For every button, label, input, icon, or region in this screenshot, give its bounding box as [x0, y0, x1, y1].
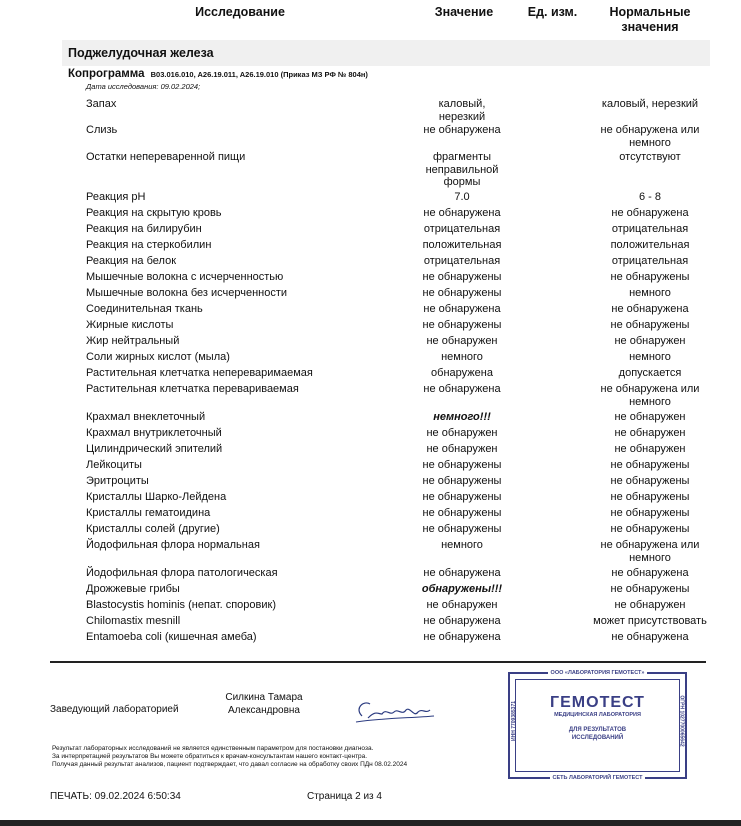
print-timestamp: ПЕЧАТЬ: 09.02.2024 6:50:34	[50, 791, 181, 802]
stamp-purpose	[510, 726, 685, 742]
row-value	[402, 491, 522, 504]
row-normal	[586, 98, 714, 111]
row-value-line: не обнаружены	[422, 523, 502, 535]
head-title: Заведующий лабораторией	[50, 704, 179, 715]
row-value-line: не обнаружены	[422, 475, 502, 487]
column-header-normal	[590, 5, 710, 35]
row-normal-line: не обнаружен	[614, 411, 686, 423]
row-name: Реакция на белок	[86, 255, 177, 267]
row-normal	[586, 319, 714, 332]
row-name: Йодофильная флора нормальная	[86, 539, 260, 551]
row-normal-line: не обнаружена	[611, 631, 689, 643]
section-title: Поджелудочная железа	[68, 46, 214, 60]
row-normal-line: не обнаружены	[610, 459, 690, 471]
row-value	[402, 539, 522, 552]
stamp-inn: ИНН 7709385371	[511, 700, 518, 742]
row-normal-line: не обнаружены	[610, 583, 690, 595]
head-name	[216, 691, 312, 717]
row-normal	[586, 223, 714, 236]
row-normal	[586, 411, 714, 424]
row-normal	[586, 271, 714, 284]
row-value-line: не обнаружена	[423, 303, 501, 315]
row-name: Крахмал внеклеточный	[86, 411, 206, 423]
row-normal	[586, 491, 714, 504]
disclaimer	[52, 745, 482, 769]
row-value	[402, 583, 522, 596]
row-normal	[586, 207, 714, 220]
row-normal-line: не обнаружены	[610, 523, 690, 535]
row-value	[402, 599, 522, 612]
row-normal	[586, 351, 714, 364]
row-name: Кристаллы солей (другие)	[86, 523, 220, 535]
row-value	[402, 287, 522, 300]
row-normal-line: отрицательная	[611, 223, 689, 235]
row-value-line: формы	[443, 176, 481, 188]
row-value-line: неправильной	[425, 163, 499, 176]
row-name: Реакция на стеркобилин	[86, 239, 212, 251]
row-normal	[586, 567, 714, 580]
study-date: Дата исследования: 09.02.2024;	[86, 82, 201, 91]
row-value-line: фрагменты	[433, 151, 491, 163]
panel-name: Копрограмма	[68, 68, 145, 80]
row-value	[402, 507, 522, 520]
panel-title	[68, 68, 368, 80]
row-name: Слизь	[86, 124, 118, 136]
row-value	[402, 335, 522, 348]
row-normal-line: немного	[629, 551, 671, 564]
row-normal	[586, 191, 714, 204]
row-value	[402, 207, 522, 220]
row-normal	[586, 287, 714, 300]
row-value	[402, 351, 522, 364]
row-name: Йодофильная флора патологическая	[86, 567, 278, 579]
row-name: Кристаллы гематоидина	[86, 507, 211, 519]
row-normal-line: не обнаружены	[610, 507, 690, 519]
row-name: Chilomastix mesnill	[86, 615, 181, 627]
row-value	[402, 475, 522, 488]
row-value	[402, 383, 522, 396]
row-value	[402, 191, 522, 204]
stamp-top-text: ООО «ЛАБОРАТОРИЯ ГЕМОТЕСТ»	[510, 670, 685, 676]
row-normal	[586, 443, 714, 456]
row-value	[402, 255, 522, 268]
footer-divider	[50, 661, 706, 663]
row-normal	[586, 303, 714, 316]
row-value	[402, 319, 522, 332]
row-normal	[586, 523, 714, 536]
disclaimer-line3: Получая данный результат анализов, пациент подтверждает, что давал согласие на обработку своих ПДн 08.02.2024	[52, 761, 408, 768]
row-value-line: положительная	[422, 239, 502, 251]
row-normal	[586, 239, 714, 252]
row-name: Blastocystis hominis (непат. споровик)	[86, 599, 276, 611]
stamp-purpose-line1: ДЛЯ РЕЗУЛЬТАТОВ	[568, 727, 627, 733]
row-name: Реакция на билирубин	[86, 223, 202, 235]
row-normal	[586, 459, 714, 472]
row-value-line: немного	[441, 351, 483, 363]
row-normal	[586, 539, 714, 564]
row-name: Растительная клетчатка перевариваемая	[86, 383, 299, 395]
row-normal-line: не обнаружен	[614, 427, 686, 439]
row-value-line: обнаружены!!!	[421, 583, 503, 595]
row-value	[402, 271, 522, 284]
column-header-normal-line1: Нормальные	[609, 5, 691, 19]
row-normal-line: положительная	[610, 239, 690, 251]
row-value-line: не обнаружены	[422, 459, 502, 471]
column-header-value: Значение	[434, 5, 494, 19]
column-header-unit: Ед. изм.	[527, 5, 578, 19]
row-value	[402, 367, 522, 380]
row-value-line: не обнаружена	[423, 567, 501, 579]
row-value-line: не обнаружены	[422, 319, 502, 331]
row-value-line: не обнаружены	[422, 271, 502, 283]
row-normal-line: не обнаружен	[614, 335, 686, 347]
row-value-line: не обнаружена	[423, 124, 501, 136]
row-normal	[586, 383, 714, 408]
row-normal-line: каловый, нерезкий	[601, 98, 699, 110]
disclaimer-line1: Результат лабораторных исследований не является единственным параметром для постановки диагноза.	[52, 745, 374, 752]
row-value	[402, 631, 522, 644]
row-name: Соединительная ткань	[86, 303, 203, 315]
row-normal-line: немного	[629, 287, 671, 299]
stamp-subtitle: МЕДИЦИНСКАЯ ЛАБОРАТОРИЯ	[554, 712, 641, 718]
row-name: Entamoeba coli (кишечная амеба)	[86, 631, 257, 643]
row-normal-line: не обнаружена	[611, 567, 689, 579]
row-value	[402, 98, 522, 123]
row-value-line: не обнаружен	[426, 335, 498, 347]
disclaimer-line2: За интерпретацией результатов Вы можете обратиться к врачам-консультантам нашего контакт-центра.	[52, 753, 368, 760]
signature	[352, 696, 436, 726]
row-normal	[586, 583, 714, 596]
stamp-brand: ГЕМОТЕСТ	[550, 694, 645, 711]
row-value-line: немного!!!	[433, 411, 491, 423]
stamp-bottom-text: СЕТЬ ЛАБОРАТОРИЙ ГЕМОТЕСТ	[510, 775, 685, 781]
row-name: Жирные кислоты	[86, 319, 174, 331]
row-name: Кристаллы Шарко-Лейдена	[86, 491, 227, 503]
row-normal-line: не обнаружена или	[600, 383, 700, 395]
row-normal-line: отрицательная	[611, 255, 689, 267]
row-normal-line: не обнаружены	[610, 271, 690, 283]
row-normal	[586, 507, 714, 520]
row-value	[402, 239, 522, 252]
row-name: Остатки непереваренной пищи	[86, 151, 246, 163]
row-value	[402, 151, 522, 189]
row-value-line: не обнаружена	[423, 615, 501, 627]
row-value	[402, 427, 522, 440]
row-value	[402, 443, 522, 456]
row-value-line: каловый,	[438, 98, 486, 110]
row-normal-line: не обнаружена или	[600, 539, 700, 551]
panel-codes: B03.016.010, A26.19.011, A26.19.010 (Приказ МЗ РФ № 804н)	[150, 70, 368, 79]
row-name: Цилиндрический эпителий	[86, 443, 223, 455]
stamp-purpose-line2: ИССЛЕДОВАНИЙ	[571, 735, 624, 741]
row-value-line: не обнаружены	[422, 507, 502, 519]
head-name-line1: Силкина Тамара	[225, 692, 303, 703]
row-normal	[586, 615, 714, 628]
row-name: Лейкоциты	[86, 459, 142, 471]
row-name: Растительная клетчатка непереваримаемая	[86, 367, 313, 379]
row-normal-line: не обнаружен	[614, 599, 686, 611]
lab-stamp	[508, 672, 687, 779]
row-value-line: не обнаружены	[422, 287, 502, 299]
row-normal	[586, 124, 714, 149]
row-normal	[586, 151, 714, 164]
row-name: Мышечные волокна без исчерченности	[86, 287, 288, 299]
row-name: Запах	[86, 98, 117, 110]
row-name: Крахмал внутриклеточный	[86, 427, 222, 439]
row-normal-line: не обнаружены	[610, 491, 690, 503]
row-value-line: не обнаружена	[423, 383, 501, 395]
row-value-line: не обнаружен	[426, 427, 498, 439]
row-value-line: не обнаружен	[426, 599, 498, 611]
row-value-line: не обнаружен	[426, 443, 498, 455]
row-value-line: 7.0	[454, 191, 470, 203]
row-name: Дрожжевые грибы	[86, 583, 180, 595]
row-name: Эритроциты	[86, 475, 149, 487]
row-value	[402, 459, 522, 472]
row-name: Реакция на скрытую кровь	[86, 207, 222, 219]
row-value-line: не обнаружена	[423, 631, 501, 643]
row-normal	[586, 427, 714, 440]
row-normal	[586, 335, 714, 348]
row-normal-line: отсутствуют	[619, 151, 681, 163]
row-value	[402, 124, 522, 137]
row-normal	[586, 367, 714, 380]
row-normal	[586, 631, 714, 644]
bottom-bar	[0, 820, 741, 826]
row-normal-line: не обнаружен	[614, 443, 686, 455]
row-normal-line: немного	[629, 136, 671, 149]
row-normal-line: не обнаружена	[611, 207, 689, 219]
row-normal-line: 6 - 8	[638, 191, 661, 203]
row-name: Мышечные волокна с исчерченностью	[86, 271, 284, 283]
stamp-ogrn: ОГРН 1027700065642	[678, 695, 685, 747]
row-value-line: немного	[441, 539, 483, 551]
row-value-line: не обнаружена	[423, 207, 501, 219]
row-name: Соли жирных кислот (мыла)	[86, 351, 230, 363]
row-normal-line: не обнаружена	[611, 303, 689, 315]
row-value	[402, 223, 522, 236]
row-value-line: не обнаружены	[422, 491, 502, 503]
row-name: Жир нейтральный	[86, 335, 180, 347]
row-value	[402, 411, 522, 424]
section-header	[62, 40, 710, 66]
column-header-study: Исследование	[195, 5, 285, 19]
row-value	[402, 523, 522, 536]
row-normal-line: немного	[629, 351, 671, 363]
row-value-line: отрицательная	[423, 223, 501, 235]
row-normal	[586, 255, 714, 268]
column-header-normal-line2: значения	[621, 20, 679, 34]
row-normal-line: может присутствовать	[593, 615, 707, 627]
row-value	[402, 567, 522, 580]
row-normal-line: не обнаружены	[610, 475, 690, 487]
row-normal-line: допускается	[618, 367, 682, 379]
row-name: Реакция pH	[86, 191, 146, 203]
row-normal	[586, 475, 714, 488]
row-normal-line: не обнаружены	[610, 319, 690, 331]
row-value	[402, 615, 522, 628]
row-value	[402, 303, 522, 316]
page-number: Страница 2 из 4	[307, 791, 382, 802]
head-name-line2: Александровна	[228, 705, 300, 716]
row-normal-line: не обнаружена или	[600, 124, 700, 136]
row-value-line: нерезкий	[438, 110, 486, 123]
row-normal-line: немного	[629, 395, 671, 408]
row-value-line: отрицательная	[423, 255, 501, 267]
row-value-line: обнаружена	[431, 367, 493, 379]
row-normal	[586, 599, 714, 612]
